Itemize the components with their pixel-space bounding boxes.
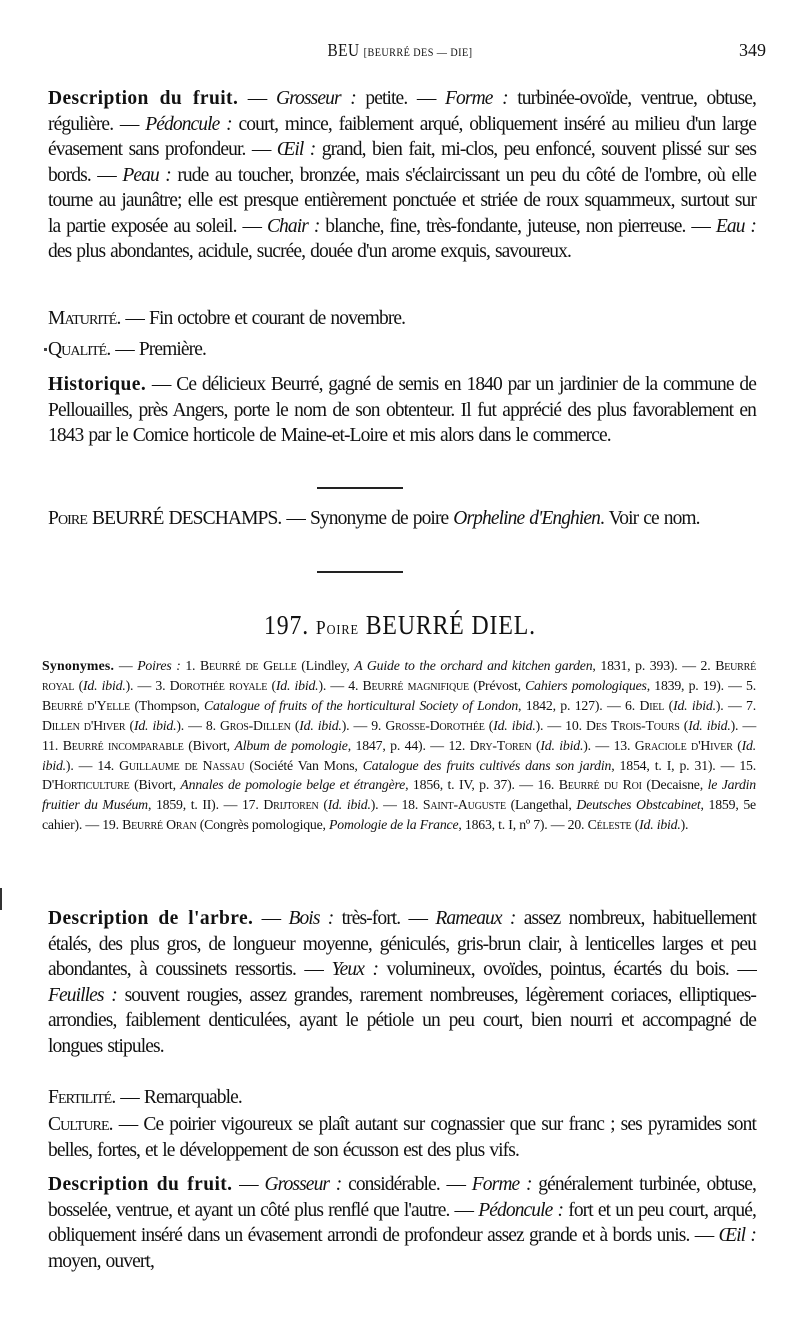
fertilite: Fertilité. — Remarquable. bbox=[48, 1087, 242, 1108]
field-label: Pédoncule : bbox=[478, 1199, 564, 1221]
field-label: Peau : bbox=[122, 164, 171, 186]
prev-historique: Historique. — Ce délicieux Beurré, gagné de semis en 1840 par un jardinier de la commune de Pellouailles, près Angers, porte le nom de son obtenteur. Il fut apprécié des plus favorablement en 1843 par le Comice horticole de Maine-et-Loire et mis alors dans le commerce. bbox=[48, 374, 756, 446]
field-label: Pédoncule : bbox=[145, 113, 232, 135]
field-label: Forme : bbox=[471, 1174, 532, 1195]
running-head-range: [BEURRÉ DES — DIE] bbox=[363, 45, 473, 59]
synonym-target: Orpheline d'Enghien bbox=[453, 508, 601, 529]
synonyms-block bbox=[42, 656, 756, 835]
variety-name: BEURRÉ DESCHAMPS. bbox=[87, 508, 282, 529]
separator-rule bbox=[317, 571, 403, 573]
field-label: Eau : bbox=[715, 215, 756, 237]
prev-fruit-paragraph: Description du fruit. — Grosseur : petite. — Forme : turbinée-ovoïde, ventrue, obtuse, régulière. — Pédoncule : court, mince, faiblement arqué, obliquement inséré au milieu d'un large évasement sans profondeur. — Œil : grand, bien fait, mi-clos, peu enfoncé, souvent plissé sur ses bords. — Peau : rude au toucher, bronzée, mais s'éclaircissant un peu du côté de l'ombre, où elle tourne au jaunâtre; elle est presque entièrement ponctuée et striée de roux squammeux, surtout sur la partie exposée au soleil. — Chair : blanche, fine, très-fondante, juteuse, non pierreuse. — Eau : des plus abondantes, acidule, sucrée, douée d'un arome exquis, savoureux. bbox=[48, 88, 757, 262]
field-label: Qualité. bbox=[48, 339, 111, 360]
page-number: 349 bbox=[739, 40, 766, 60]
synonyms-list: — Poires : 1. Beurré de Gelle (Lindley, A Guide to the orchard and kitchen garden, 1831, p. 393). — 2. Beurré royal (Id. ibid.). — 3. Dorothée royale (Id. ibid.). — 4. Beurré magnifique (Prévost, Cahiers pomologiques, 1839, p. 19). — 5. Beurré d'Yelle (Thompson, Catalogue of fruits of the horticultural Society of London, 1842, p. 127). — 6. Diel (Id. ibid.). — 7. Dillen d'Hiver (Id. ibid.). — 8. Gros-Dillen (Id. ibid.). — 9. Grosse-Dorothée (Id. ibid.). — 10. Des Trois-Tours (Id. ibid.). — 11. Beurré incomparable (Bivort, Album de pomologie, 1847, p. 44). — 12. Dry-Toren (Id. ibid.). — 13. Graciole d'Hiver (Id. ibid.). — 14. Guillaume de Nassau (Société Van Mons, Catalogue des fruits cultivés dans son jardin, 1854, t. I, p. 31). — 15. D'Horticulture (Bivort, Annales de pomologie belge et étrangère, 1856, t. IV, p. 37). — 16. Beurré du Roi (Decaisne, le Jardin fruitier du Muséum, 1859, t. II). — 17. Drijtoren (Id. ibid.). — 18. Saint-Auguste (Langethal, Deutsches Obstcabinet, 1859, 5e cahier). — 19. Beurré Oran (Congrès pomologique, Pomologie de la France, 1863, t. I, nº 7). — 20. Céleste (Id. ibid.). bbox=[42, 658, 757, 833]
field-label: Feuilles : bbox=[48, 984, 117, 1006]
variety-name: BEURRÉ DIEL. bbox=[365, 610, 536, 640]
cross-reference: Poire BEURRÉ DESCHAMPS. — Synonyme de poire Orpheline d'Enghien. Voir ce nom. bbox=[48, 508, 700, 529]
running-head-main: BEU bbox=[327, 40, 360, 60]
article-number: 197. bbox=[264, 610, 310, 640]
margin-dot bbox=[44, 348, 47, 351]
prev-fruit-description bbox=[48, 86, 756, 265]
field-label: Rameaux : bbox=[435, 908, 516, 929]
section-heading: Description de l'arbre. bbox=[48, 908, 254, 929]
field-label: Grosseur : bbox=[275, 88, 356, 109]
section-heading: Description du fruit. bbox=[48, 1174, 233, 1195]
prev-maturite: Maturité. — Fin octobre et courant de novembre. bbox=[48, 308, 406, 329]
prev-qualite: Qualité. — Première. bbox=[48, 339, 207, 360]
poire-label: Poire bbox=[48, 508, 88, 529]
culture: Culture. — Ce poirier vigoureux se plaît autant sur cognassier que sur franc ; ses pyramides sont belles, fortes, et le développement de son écusson est des plus vifs. bbox=[48, 1114, 756, 1161]
tree-description: Description de l'arbre. — Bois : très-fort. — Rameaux : assez nombreux, habituellement étalés, des plus gros, de longueur moyenne, géniculés, gris-brun clair, à lenticelles larges et peu abondantes, à coussinets ressortis. — Yeux : volumineux, ovoïdes, pointus, écartés du bois. — Feuilles : souvent rougies, assez grandes, rarement nombreuses, légèrement coriaces, elliptiques-arrondies, faiblement denticulées, ayant le pétiole un peu court, bien nourri et accompagné de longues stipules. bbox=[48, 908, 757, 1057]
article-title bbox=[48, 610, 752, 641]
field-label: Culture. bbox=[48, 1114, 113, 1135]
field-label: Forme : bbox=[445, 88, 508, 109]
section-heading: Historique. bbox=[48, 374, 147, 395]
margin-mark bbox=[0, 888, 2, 910]
running-head bbox=[0, 40, 800, 64]
field-label: Bois : bbox=[288, 908, 334, 929]
field-label: Œil : bbox=[276, 139, 316, 160]
field-label: Grosseur : bbox=[264, 1174, 342, 1195]
field-label: Yeux : bbox=[331, 959, 379, 980]
fruit-description: Description du fruit. — Grosseur : considérable. — Forme : généralement turbinée, obtuse, bosselée, ventrue, et ayant un côté plus renflé que l'autre. — Pédoncule : fort et un peu court, arqué, obliquement inséré dans un évasement arrondi de profondeur assez grande et à bords unis. — Œil : moyen, ouvert, bbox=[48, 1174, 757, 1272]
field-label: Chair : bbox=[266, 215, 320, 237]
poire-label: Poire bbox=[315, 617, 359, 639]
section-heading: Synonymes. bbox=[42, 658, 115, 673]
field-label: Maturité. bbox=[48, 308, 121, 329]
field-label: Œil : bbox=[718, 1225, 757, 1246]
section-heading: Description du fruit. bbox=[48, 88, 239, 109]
running-head-title bbox=[60, 40, 740, 61]
separator-rule bbox=[317, 487, 403, 489]
field-label: Fertilité. bbox=[48, 1087, 116, 1108]
